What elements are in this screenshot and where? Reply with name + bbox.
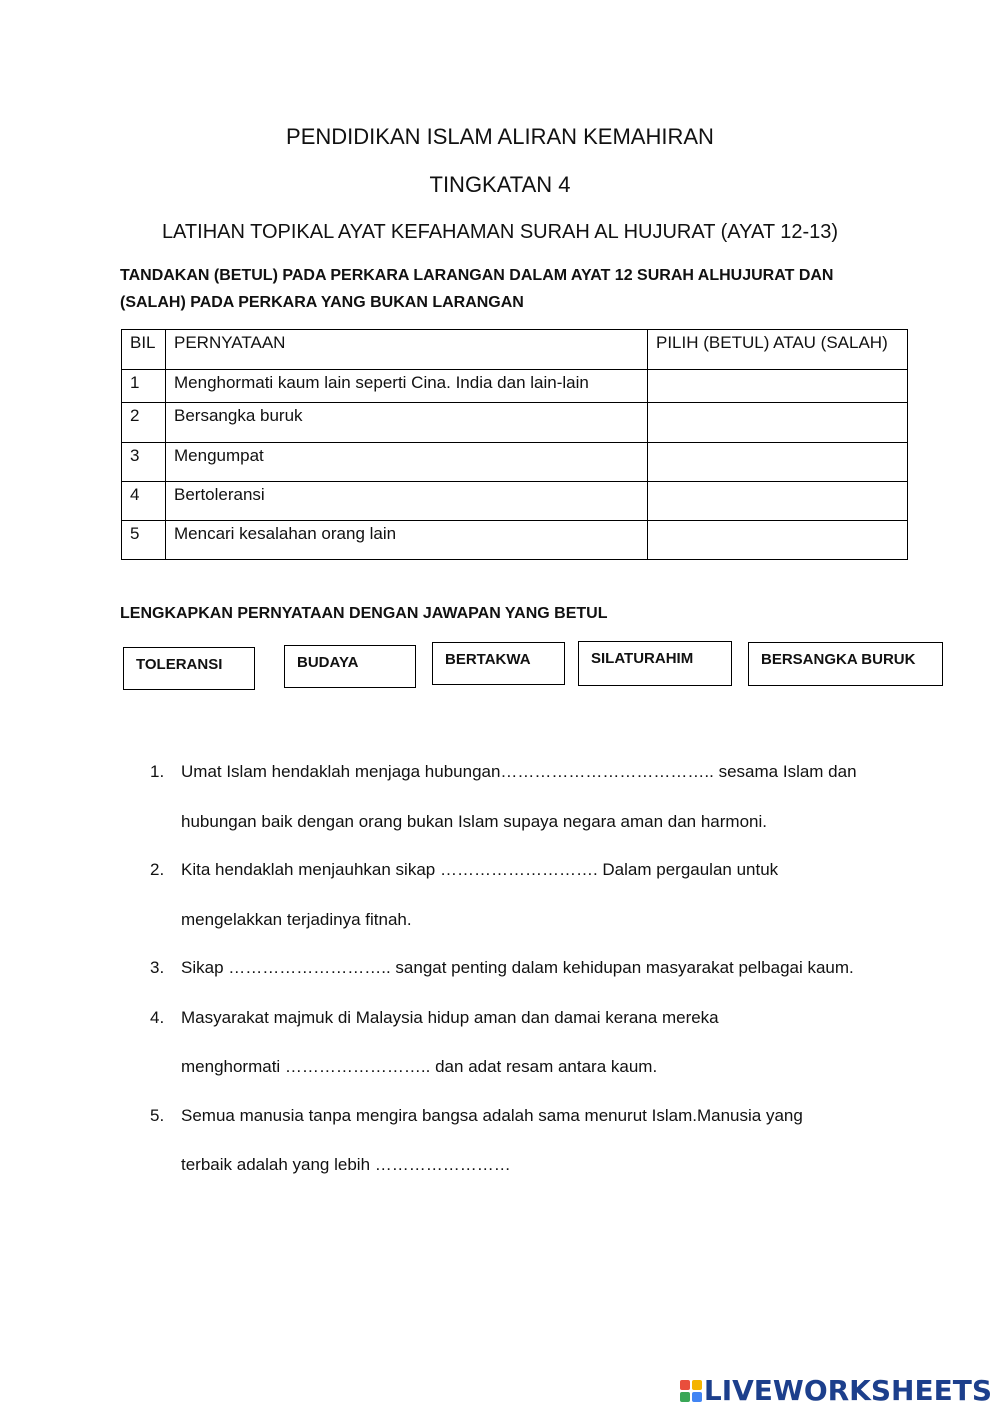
answer-cell[interactable]	[648, 482, 908, 521]
answer-cell[interactable]	[648, 521, 908, 560]
row-statement: Mencari kesalahan orang lain	[166, 521, 648, 560]
question-text-line1: Semua manusia tanpa mengira bangsa adalah sama menurut Islam.Manusia yang	[181, 1106, 803, 1125]
header-choice: PILIH (BETUL) ATAU (SALAH)	[648, 330, 908, 370]
section2-instruction: LENGKAPKAN PERNYATAAN DENGAN JAWAPAN YANG BETUL	[120, 605, 608, 622]
table-row	[122, 403, 908, 443]
logo-text: LIVEWORKSHEETS	[703, 1374, 992, 1407]
word-bank-toleransi[interactable]: TOLERANSI	[123, 647, 255, 690]
word-bank-budaya[interactable]: BUDAYA	[284, 645, 416, 688]
section1-instruction-line1: TANDAKAN (BETUL) PADA PERKARA LARANGAN DALAM AYAT 12 SURAH ALHUJURAT DAN	[120, 267, 834, 284]
question-number: 1.	[150, 762, 165, 781]
row-bil: 4	[122, 482, 166, 521]
section1-instruction	[120, 262, 900, 316]
question-number: 2.	[150, 860, 165, 879]
word-bank-bertakwa[interactable]: BERTAKWA	[432, 642, 565, 685]
question-text-line2: hubungan baik dengan orang bukan Islam supaya negara aman dan harmoni.	[181, 812, 767, 831]
header-statement: PERNYATAAN	[166, 330, 648, 370]
row-statement: Menghormati kaum lain seperti Cina. India dan lain-lain	[166, 370, 648, 403]
table-row	[122, 443, 908, 482]
row-statement: Mengumpat	[166, 443, 648, 482]
row-statement: Bersangka buruk	[166, 403, 648, 443]
question-text-line2: menghormati …………………….. dan adat resam antara kaum.	[181, 1057, 658, 1076]
row-statement: Bertoleransi	[166, 482, 648, 521]
header-bil: BIL	[122, 330, 166, 370]
question-text-line2: terbaik adalah yang lebih ……………………	[181, 1155, 511, 1174]
liveworksheets-logo[interactable]	[680, 1374, 992, 1407]
word-bank-bersangka-buruk[interactable]: BERSANGKA BURUK	[748, 642, 943, 686]
question-text-line1: Sikap ……………………….. sangat penting dalam kehidupan masyarakat pelbagai kaum.	[181, 958, 854, 977]
answer-cell[interactable]	[648, 403, 908, 443]
question-text-line1: Masyarakat majmuk di Malaysia hidup aman dan damai kerana mereka	[181, 1008, 719, 1027]
table-row	[122, 482, 908, 521]
question-number: 5.	[150, 1106, 165, 1125]
table-row	[122, 370, 908, 403]
question-text-line1: Umat Islam hendaklah menjaga hubungan……………………………….. sesama Islam dan	[181, 762, 857, 781]
answer-cell[interactable]	[648, 370, 908, 403]
question-number: 4.	[150, 1008, 165, 1027]
question-text-line2: mengelakkan terjadinya fitnah.	[181, 910, 412, 929]
logo-mark-icon	[680, 1380, 702, 1402]
row-bil: 5	[122, 521, 166, 560]
page-subtitle-topic: LATIHAN TOPIKAL AYAT KEFAHAMAN SURAH AL HUJURAT (AYAT 12-13)	[161, 221, 839, 243]
statement-table	[121, 329, 908, 560]
section1-instruction-line2: (SALAH) PADA PERKARA YANG BUKAN LARANGAN	[120, 294, 524, 311]
row-bil: 3	[122, 443, 166, 482]
table-header-row	[122, 330, 908, 370]
page-subtitle-level: TINGKATAN 4	[429, 172, 571, 197]
row-bil: 1	[122, 370, 166, 403]
word-bank-silaturahim[interactable]: SILATURAHIM	[578, 641, 732, 686]
page-title: PENDIDIKAN ISLAM ALIRAN KEMAHIRAN	[286, 124, 714, 149]
table-row	[122, 521, 908, 560]
question-text-line1: Kita hendaklah menjauhkan sikap ………………………. Dalam pergaulan untuk	[181, 860, 779, 879]
answer-cell[interactable]	[648, 443, 908, 482]
row-bil: 2	[122, 403, 166, 443]
question-number: 3.	[150, 958, 165, 977]
